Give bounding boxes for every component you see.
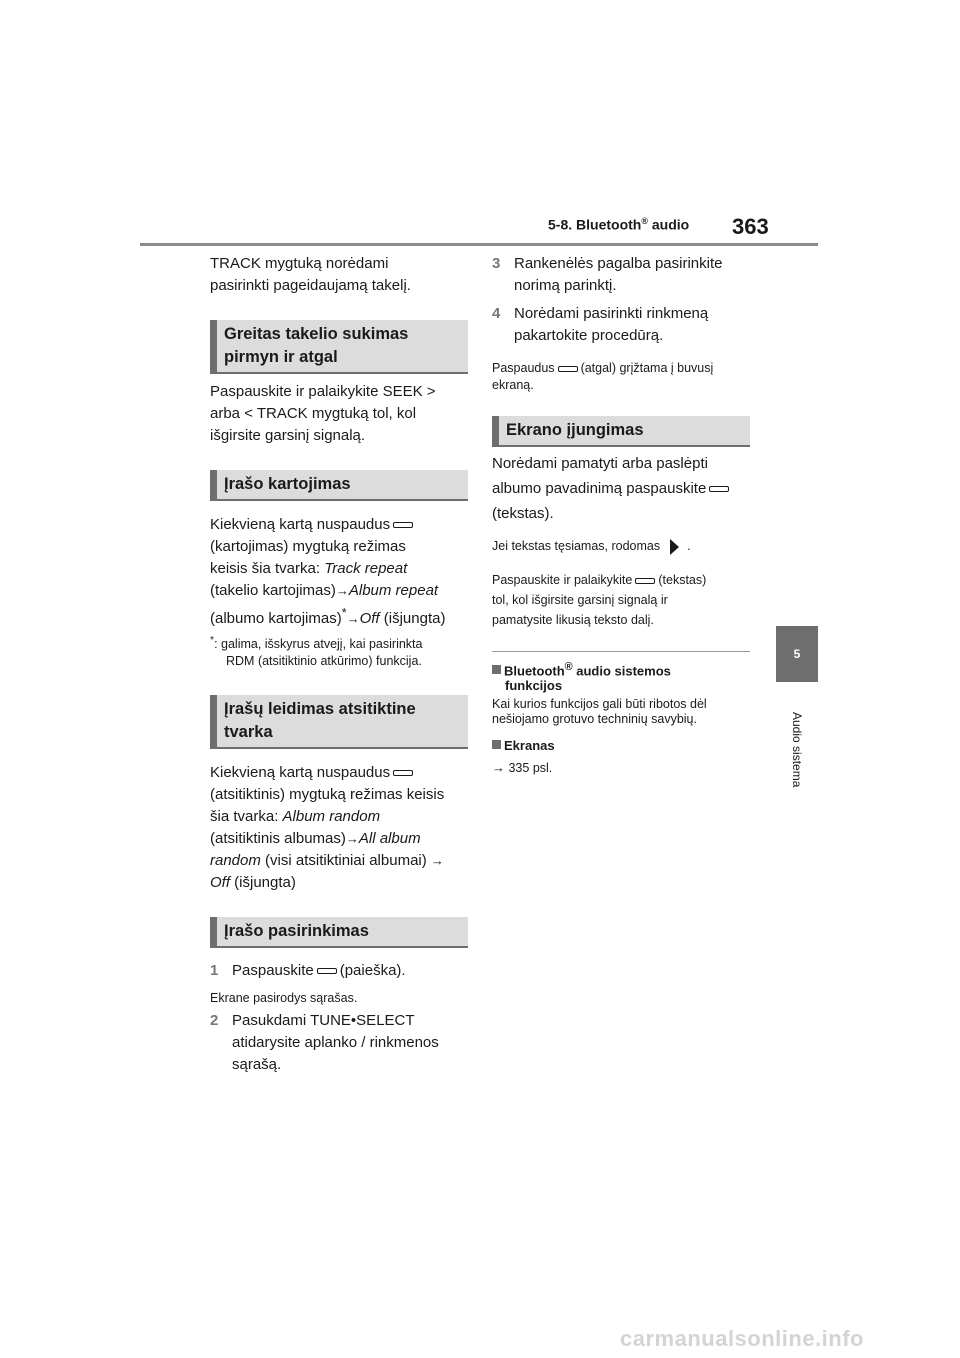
footnote: *: galima, išskyrus atvejį, kai pasirinkta RDM (atsitiktinio atkūrimo) funkcija. — [210, 635, 423, 669]
sub-bluetooth: Bluetooth® audio sistemos funkcijos Kai kurios funkcijos gali būti ribotos dėl nešiojamo grotuvo techninių savybių. — [492, 661, 707, 727]
bullet-square-icon — [492, 740, 501, 749]
search-button-icon — [317, 968, 337, 974]
header-rule — [140, 243, 818, 246]
text-button-icon — [635, 578, 655, 584]
heading-random: Įrašų leidimas atsitiktine tvarka — [210, 695, 468, 749]
separator — [492, 651, 750, 652]
back-note: Paspaudus (atgal) grįžtama į buvusį ekraną. — [492, 361, 714, 392]
step-1: 1 Paspauskite (paieška). — [210, 962, 406, 979]
arrow-icon: → — [346, 611, 360, 626]
text-button-icon — [709, 486, 729, 492]
continues-note: Jei tekstas tęsiamas, rodomas . — [492, 539, 691, 553]
chapter-tab: 5 — [776, 626, 818, 682]
button-icon — [393, 522, 413, 528]
seek-text: Paspauskite ir palaikykite SEEK > arba < TRACK mygtuką tol, kol išgirsite garsinį signalą. — [210, 383, 436, 444]
bullet-square-icon — [492, 665, 501, 674]
button-icon — [393, 770, 413, 776]
sub-screen: Ekranas → 335 psl. — [492, 738, 555, 775]
step-3: 3 Rankenėlės pagalba pasirinkite norimą parinktį. — [492, 255, 723, 294]
intro-text: TRACK mygtuką norėdami pasirinkti pageidaujamą takelį. — [210, 255, 411, 294]
page-number: 363 — [732, 214, 769, 239]
arrow-icon: → — [430, 853, 444, 868]
arrow-icon: → — [335, 583, 349, 598]
section-title: 5-8. Bluetooth® audio — [548, 216, 690, 233]
arrow-icon: → — [492, 760, 505, 775]
heading-repeat: Įrašo kartojimas — [210, 470, 468, 501]
watermark: carmanualsonline.info — [620, 1326, 864, 1351]
chapter-label: Audio sistema — [790, 712, 804, 788]
step-1-note: Ekrane pasirodys sąrašas. — [210, 991, 358, 1005]
arrow-icon: → — [345, 831, 359, 846]
heading-selection: Įrašo pasirinkimas — [210, 917, 468, 948]
heading-display: Ekrano įjungimas — [492, 416, 750, 447]
play-arrow-icon — [670, 539, 679, 555]
random-text: Kiekvieną kartą nuspaudus (atsitiktinis) mygtuką režimas keisis šia tvarka: Album random (atsitiktinis albumas)→All album random (visi atsitiktiniai albumai) → Off (išjungta) — [210, 764, 445, 891]
heading-fast-forward: Greitas takelio sukimas pirmyn ir atgal — [210, 320, 468, 374]
repeat-text: Kiekvieną kartą nuspaudus (kartojimas) mygtuką režimas keisis šia tvarka: Track repeat (takelio kartojimas)→Album repeat (albumo kartojimas)*→Off (išjungta) — [210, 516, 446, 627]
back-button-icon — [558, 366, 578, 372]
hold-text-note: Paspauskite ir palaikykite (tekstas) tol, kol išgirsite garsinį signalą ir pamatysite likusią teksto dalį. — [492, 573, 707, 627]
display-text: Norėdami pamatyti arba paslėpti albumo pavadinimą paspauskite (tekstas). — [492, 453, 750, 525]
page-reference[interactable]: 335 psl. — [508, 761, 553, 775]
step-4: 4 Norėdami pasirinkti rinkmeną pakartokite procedūrą. — [492, 305, 709, 344]
step-2: 2 Pasukdami TUNE•SELECT atidarysite aplanko / rinkmenos sąrašą. — [210, 1012, 439, 1073]
